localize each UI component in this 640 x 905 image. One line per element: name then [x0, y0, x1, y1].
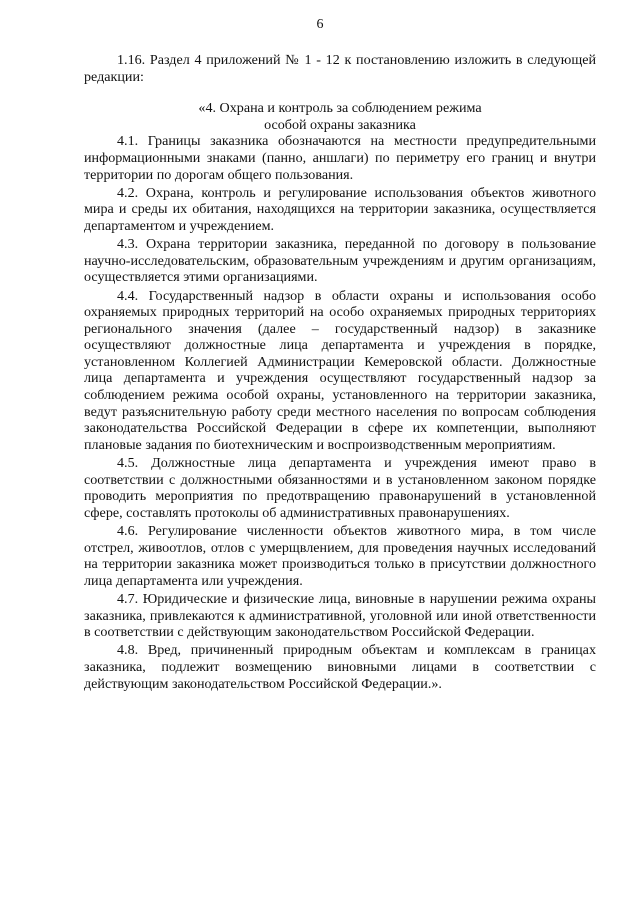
paragraph-4-3: 4.3. Охрана территории заказника, переданной по договору в пользование научно-исследовательским, образовательным учреждениям и другим организациям, осуществляется этими организациями. — [84, 236, 596, 286]
paragraph-4-6: 4.6. Регулирование численности объектов животного мира, в том числе отстрел, живоотлов, отлов с умерщвлением, для проведения научных исследований на территории заказника может производиться только в присутствии должностного лица департамента или учреждения. — [84, 523, 596, 589]
section-heading-line-1: «4. Охрана и контроль за соблюдением режима — [198, 100, 482, 117]
paragraph-4-4: 4.4. Государственный надзор в области охраны и использования особо охраняемых природных территорий на особо охраняемых природных территориях регионального значения (далее – государственный надзор) в заказнике осуществляют должностные лица департамента и учреждения в порядке, установленном Коллегией Администрации Кемеровской области. Должностные лица департамента и учреждения осуществляют государственный надзор за соблюдением режима особой охраны, установленного на территории заказника, ведут разъяснительную работу среди местного населения по вопросам соблюдения законодательства Российской Федерации в сфере их компетенции, выполняют плановые задания по биотехническим и воспроизводственным мероприятиям. — [84, 287, 596, 453]
document-body — [84, 52, 596, 694]
paragraph-4-2: 4.2. Охрана, контроль и регулирование использования объектов животного мира и среды их обитания, находящихся на территории заказника, осуществляется департаментом и учреждением. — [84, 184, 596, 234]
intro-paragraph: 1.16. Раздел 4 приложений № 1 - 12 к постановлению изложить в следующей редакции: — [84, 52, 596, 85]
section-heading-line-2: особой охраны заказника — [264, 116, 416, 133]
paragraph-4-1: 4.1. Границы заказника обозначаются на местности предупредительными информационными знаками (панно, аншлаги) по периметру его границ и внутри территории по дорогам общего пользования. — [84, 133, 596, 183]
section-heading — [84, 100, 596, 133]
paragraph-4-8: 4.8. Вред, причиненный природным объектам и комплексам в границах заказника, подлежит возмещению виновными лицами в соответствии с действующим законодательством Российской Федерации.». — [84, 642, 596, 692]
paragraph-4-7: 4.7. Юридические и физические лица, виновные в нарушении режима охраны заказника, привлекаются к административной, уголовной или иной ответственности в соответствии с действующим законодательством Российской Федерации. — [84, 590, 596, 641]
page-number: 6 — [316, 17, 324, 32]
paragraph-4-5: 4.5. Должностные лица департамента и учреждения имеют право в соответствии с должностными обязанностями и в установленном законом порядке проводить мероприятия по предотвращению правонарушений в установленной сфере, составлять протоколы об административных правонарушениях. — [84, 455, 596, 521]
